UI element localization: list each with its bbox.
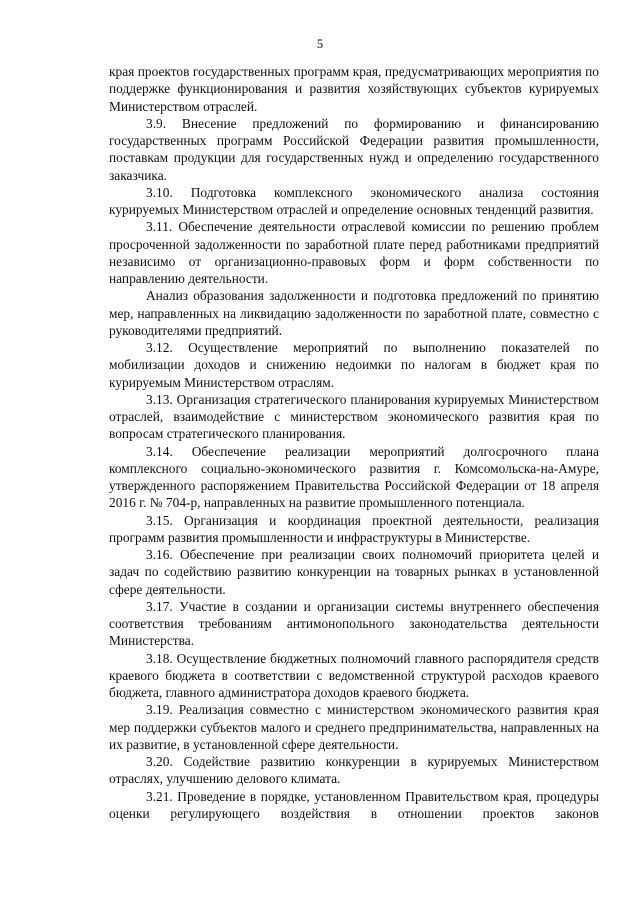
paragraph-3-9: 3.9. Внесение предложений по формированию и финансированию государственных программ Российской Федерации развития промышленности, поставкам продукции для государственных нужд и определению государственного заказчика. bbox=[109, 115, 599, 183]
paragraph-continuation: края проектов государственных программ края, предусматривающих мероприятия по поддержке функционирования и развития хозяйствующих субъектов курируемых Министерством отраслей. bbox=[109, 64, 599, 114]
paragraph-3-19: 3.19. Реализация совместно с министерством экономического развития края мер поддержки субъектов малого и среднего предпринимательства, направленных на их развитие, в установленной сфере деятельности. bbox=[109, 702, 599, 752]
page-number: 5 bbox=[316, 37, 324, 51]
document-body bbox=[109, 63, 599, 822]
paragraph-3-16: 3.16. Обеспечение при реализации своих полномочий приоритета целей и задач по содействию развитию конкуренции на товарных рынках в установленной сфере деятельности. bbox=[109, 547, 599, 597]
paragraph-3-11-analysis: Анализ образования задолженности и подготовка предложений по принятию мер, направленных на ликвидацию задолженности по заработной плате, совместно с руководителями предприятий. bbox=[109, 288, 599, 338]
paragraph-3-17: 3.17. Участие в создании и организации системы внутреннего обеспечения соответствия требованиям антимонопольного законодательства деятельности Министерства. bbox=[109, 598, 599, 649]
paragraph-3-10: 3.10. Подготовка комплексного экономического анализа состояния курируемых Министерством отраслей и определение основных тенденций развития. bbox=[109, 184, 599, 217]
paragraph-3-21: 3.21. Проведение в порядке, установленном Правительством края, процедуры оценки регулирующего воздействия в отношении проектов законов bbox=[109, 788, 599, 821]
paragraph-3-14: 3.14. Обеспечение реализации мероприятий долгосрочного плана комплексного социально-экономического развития г. Комсомольска-на-Амуре, утвержденного распоряжением Правительства Российской Федерации от 18 апреля 2016 г. № 704-р, направленных на развитие промышленного потенциала. bbox=[109, 443, 599, 511]
paragraph-3-18: 3.18. Осуществление бюджетных полномочий главного распорядителя средств краевого бюджета в соответствии с ведомственной структурой расходов краевого бюджета, главного администратора доходов краевого бюджета. bbox=[109, 650, 599, 700]
paragraph-3-13: 3.13. Организация стратегического планирования курируемых Министерством отраслей, взаимодействие с министерством экономического развития края по вопросам стратегического планирования. bbox=[109, 391, 599, 442]
paragraph-3-20: 3.20. Содействие развитию конкуренции в курируемых Министерством отраслях, улучшению делового климата. bbox=[109, 754, 599, 787]
paragraph-3-12: 3.12. Осуществление мероприятий по выполнению показателей по мобилизации доходов и снижению недоимки по налогам в бюджет края по курируемым Министерством отраслям. bbox=[109, 340, 599, 390]
paragraph-3-15: 3.15. Организация и координация проектной деятельности, реализация программ развития промышленности и инфраструктуры в Министерстве. bbox=[109, 512, 599, 545]
paragraph-3-11: 3.11. Обеспечение деятельности отраслевой комиссии по решению проблем просроченной задолженности по заработной плате перед работниками предприятий независимо от организационно-правовых форм и форм собственности по направлению деятельности. bbox=[109, 219, 599, 286]
